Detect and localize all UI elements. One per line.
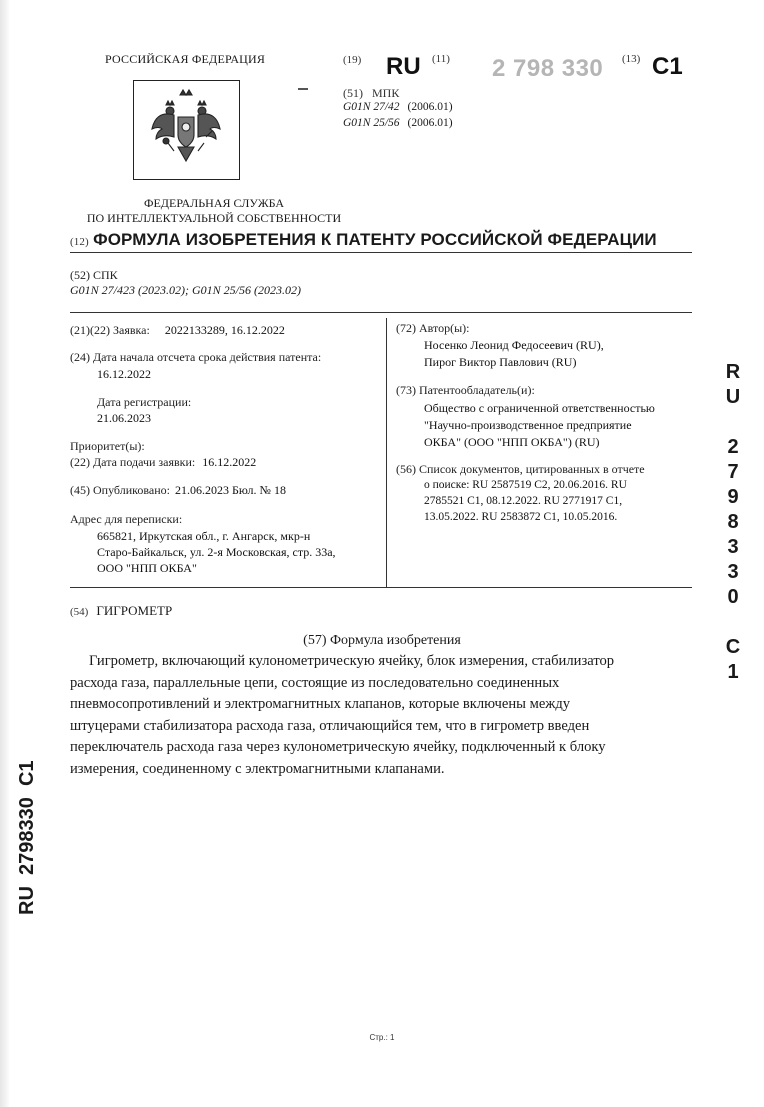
owner-label: (73) Патентообладатель(и): xyxy=(396,383,535,397)
application-row xyxy=(70,323,285,338)
invention-title xyxy=(70,602,172,620)
claim-line: штуцерами стабилизатора расхода газа, отличающийся тем, что в гигрометр введен xyxy=(70,717,590,734)
patent-office-name xyxy=(50,196,378,226)
emblem-frame xyxy=(133,80,240,180)
application-label: (21)(22) Заявка: xyxy=(70,323,150,337)
side-char: 7 xyxy=(727,461,739,483)
document-title-text: ФОРМУЛА ИЗОБРЕТЕНИЯ К ПАТЕНТУ РОССИЙСКОЙ ФЕДЕРАЦИИ xyxy=(93,230,657,249)
side-char: 2 xyxy=(727,436,739,458)
side-char: 8 xyxy=(727,511,739,533)
scan-mark xyxy=(298,88,308,90)
ipc-entry-1 xyxy=(343,101,453,113)
address-line: ООО "НПП ОКБА" xyxy=(97,561,197,575)
term-label: (24) Дата начала отсчета срока действия патента: xyxy=(70,350,322,364)
authors-label: (72) Автор(ы): xyxy=(396,321,470,335)
inid-code-13: (13) xyxy=(622,53,641,65)
service-line-1: ФЕДЕРАЛЬНАЯ СЛУЖБА xyxy=(144,196,284,210)
side-char: 1 xyxy=(727,661,739,683)
side-char: 3 xyxy=(727,561,739,583)
page-number: Стр.: 1 xyxy=(369,1033,395,1042)
claim-line: измерения, соединенному с электромагнитными клапанами. xyxy=(70,760,445,777)
citations-label: (56) Список документов, цитированных в отчете xyxy=(396,462,645,476)
ipc-entry-2 xyxy=(343,117,453,129)
owner-line: "Научно-производственное предприятие xyxy=(424,418,632,432)
owner-line: Общество с ограниченной ответственностью xyxy=(424,401,655,415)
side-char: R xyxy=(725,361,741,383)
page-edge xyxy=(0,0,10,1107)
filing-value: 16.12.2022 xyxy=(202,455,257,469)
owner-line: ОКБА" (ООО "НПП ОКБА") (RU) xyxy=(424,435,600,449)
ipc-code: G01N 27/42 xyxy=(343,101,400,113)
ipc-label: МПК xyxy=(372,86,400,100)
bib-bottom-rule xyxy=(70,587,692,588)
side-char: 3 xyxy=(727,536,739,558)
side-char xyxy=(718,610,748,635)
claim-line: пневмосопротивлений и электромагнитных клапанов, которые включены между xyxy=(70,696,571,712)
claim-line: расхода газа, параллельные цепи, состоящие из последовательно соединенных xyxy=(70,674,560,691)
published-label: (45) Опубликовано: xyxy=(70,483,170,497)
side-code-left: RU 2798330 C1 xyxy=(16,760,38,915)
inid-code-12: (12) xyxy=(70,236,89,248)
cpc-label: (52) СПК xyxy=(70,268,118,282)
inid-code-11: (11) xyxy=(432,53,450,65)
double-headed-eagle-icon xyxy=(134,81,239,179)
bib-top-rule xyxy=(70,312,692,313)
ipc-heading xyxy=(343,86,399,101)
citations-block xyxy=(424,477,627,525)
side-char: 0 xyxy=(727,586,739,608)
published-value: 21.06.2023 Бюл. № 18 xyxy=(174,483,286,497)
cpc-value: G01N 27/423 (2023.02); G01N 25/56 (2023.02) xyxy=(70,283,301,297)
ipc-code: G01N 25/56 xyxy=(343,117,400,129)
address-label: Адрес для переписки: xyxy=(70,512,183,526)
ipc-version: (2006.01) xyxy=(407,117,453,129)
author-name: Носенко Леонид Федосеевич (RU), xyxy=(424,338,604,352)
term-value: 16.12.2022 xyxy=(97,367,151,381)
owner-block xyxy=(424,400,655,451)
address-line: Старо-Байкальск, ул. 2-я Московская, стр. 33а, xyxy=(97,545,336,559)
filing-row xyxy=(70,455,256,470)
inid-code-51: (51) xyxy=(343,86,363,100)
country-code: RU xyxy=(386,53,421,80)
application-value: 2022133289, 16.12.2022 xyxy=(164,323,285,337)
citation-line: 13.05.2022. RU 2583872 C1, 10.05.2016. xyxy=(424,511,618,523)
kind-code: C1 xyxy=(652,53,683,80)
service-line-2: ПО ИНТЕЛЛЕКТУАЛЬНОЙ СОБСТВЕННОСТИ xyxy=(86,211,342,225)
claim-text xyxy=(70,651,696,780)
side-char: 9 xyxy=(727,486,739,508)
column-divider xyxy=(386,318,387,588)
registration-label: Дата регистрации: xyxy=(97,395,192,409)
country-name: РОССИЙСКАЯ ФЕДЕРАЦИЯ xyxy=(105,52,266,66)
citation-line: 2785521 C1, 08.12.2022. RU 2771917 C1, xyxy=(424,495,623,507)
address-block xyxy=(97,528,336,576)
ipc-version: (2006.01) xyxy=(407,101,453,113)
side-char xyxy=(718,410,748,435)
patent-number: 2 798 330 xyxy=(492,55,604,82)
side-char: C xyxy=(725,636,741,658)
claim-line: переключатель расхода газа через кулонометрическую ячейку, подключенный к блоку xyxy=(70,739,606,755)
filing-label: (22) Дата подачи заявки: xyxy=(70,455,196,469)
inid-code-19: (19) xyxy=(343,54,362,66)
claim-line: Гигрометр, включающий кулонометрическую ячейку, блок измерения, стабилизатор xyxy=(89,653,615,669)
citation-line: о поиске: RU 2587519 C2, 20.06.2016. RU xyxy=(424,479,627,491)
formula-heading: (57) Формула изобретения xyxy=(303,633,461,648)
published-row xyxy=(70,483,286,498)
inid-code-54: (54) xyxy=(70,606,89,618)
document-title xyxy=(70,230,657,250)
authors-block xyxy=(424,337,604,371)
title-rule xyxy=(70,252,692,253)
priority-label: Приоритет(ы): xyxy=(70,439,145,453)
registration-value: 21.06.2023 xyxy=(97,411,151,425)
side-code-right xyxy=(718,360,748,685)
author-name: Пирог Виктор Павлович (RU) xyxy=(424,355,577,369)
invention-name: ГИГРОМЕТР xyxy=(96,603,173,618)
address-line: 665821, Иркутская обл., г. Ангарск, мкр-н xyxy=(97,529,311,543)
side-char: U xyxy=(725,386,741,408)
